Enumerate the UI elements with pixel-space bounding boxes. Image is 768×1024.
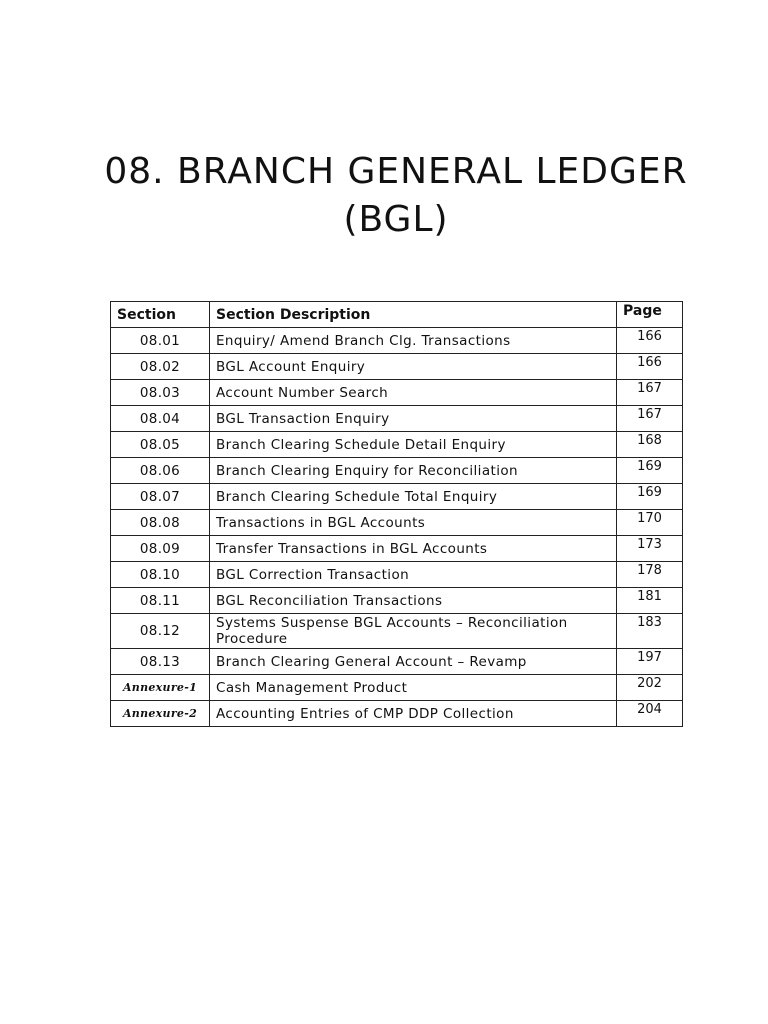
section-cell: 08.03 (111, 380, 210, 406)
document-title (0, 148, 768, 244)
section-cell: 08.12 (111, 614, 210, 649)
page-cell: 178 (617, 562, 683, 588)
section-cell: Annexure-1 (111, 675, 210, 701)
page-cell: 183 (617, 614, 683, 649)
section-cell: 08.08 (111, 510, 210, 536)
table-row (111, 562, 683, 588)
header-row (111, 302, 683, 328)
table-row (111, 354, 683, 380)
description-cell: Branch Clearing Enquiry for Reconciliation (210, 458, 617, 484)
description-cell: Systems Suspense BGL Accounts – Reconciliation Procedure (210, 614, 617, 649)
section-cell: 08.07 (111, 484, 210, 510)
table-row (111, 458, 683, 484)
section-cell: Annexure-2 (111, 701, 210, 727)
title-line-1: 08. BRANCH GENERAL LEDGER (104, 151, 688, 192)
description-cell: Accounting Entries of CMP DDP Collection (210, 701, 617, 727)
description-cell: BGL Reconciliation Transactions (210, 588, 617, 614)
table-row (111, 510, 683, 536)
table-row (111, 380, 683, 406)
header-section: Section (111, 302, 210, 328)
table-row (111, 675, 683, 701)
table-row (111, 328, 683, 354)
section-cell: 08.02 (111, 354, 210, 380)
description-cell: BGL Correction Transaction (210, 562, 617, 588)
section-cell: 08.09 (111, 536, 210, 562)
table-row (111, 614, 683, 649)
description-cell: Transactions in BGL Accounts (210, 510, 617, 536)
page-cell: 204 (617, 701, 683, 727)
page-cell: 168 (617, 432, 683, 458)
contents-table (110, 301, 683, 727)
section-cell: 08.13 (111, 649, 210, 675)
section-cell: 08.11 (111, 588, 210, 614)
description-cell: Transfer Transactions in BGL Accounts (210, 536, 617, 562)
page-cell: 166 (617, 328, 683, 354)
table-row (111, 588, 683, 614)
description-cell: Account Number Search (210, 380, 617, 406)
table-row (111, 649, 683, 675)
description-cell: Branch Clearing General Account – Revamp (210, 649, 617, 675)
description-cell: Cash Management Product (210, 675, 617, 701)
table-row (111, 406, 683, 432)
page-cell: 169 (617, 458, 683, 484)
page-cell: 167 (617, 406, 683, 432)
header-description: Section Description (210, 302, 617, 328)
section-cell: 08.06 (111, 458, 210, 484)
description-cell: BGL Transaction Enquiry (210, 406, 617, 432)
page-cell: 166 (617, 354, 683, 380)
page-cell: 202 (617, 675, 683, 701)
table-row (111, 432, 683, 458)
page-cell: 167 (617, 380, 683, 406)
table-row (111, 484, 683, 510)
header-page: Page (617, 302, 683, 328)
description-cell: BGL Account Enquiry (210, 354, 617, 380)
description-cell: Branch Clearing Schedule Total Enquiry (210, 484, 617, 510)
description-cell: Branch Clearing Schedule Detail Enquiry (210, 432, 617, 458)
title-line-2: (BGL) (343, 199, 449, 240)
section-cell: 08.01 (111, 328, 210, 354)
page-cell: 173 (617, 536, 683, 562)
page-cell: 170 (617, 510, 683, 536)
page-cell: 181 (617, 588, 683, 614)
section-cell: 08.04 (111, 406, 210, 432)
table-row (111, 701, 683, 727)
page-cell: 169 (617, 484, 683, 510)
page-cell: 197 (617, 649, 683, 675)
table-row (111, 536, 683, 562)
section-cell: 08.10 (111, 562, 210, 588)
description-cell: Enquiry/ Amend Branch Clg. Transactions (210, 328, 617, 354)
section-cell: 08.05 (111, 432, 210, 458)
